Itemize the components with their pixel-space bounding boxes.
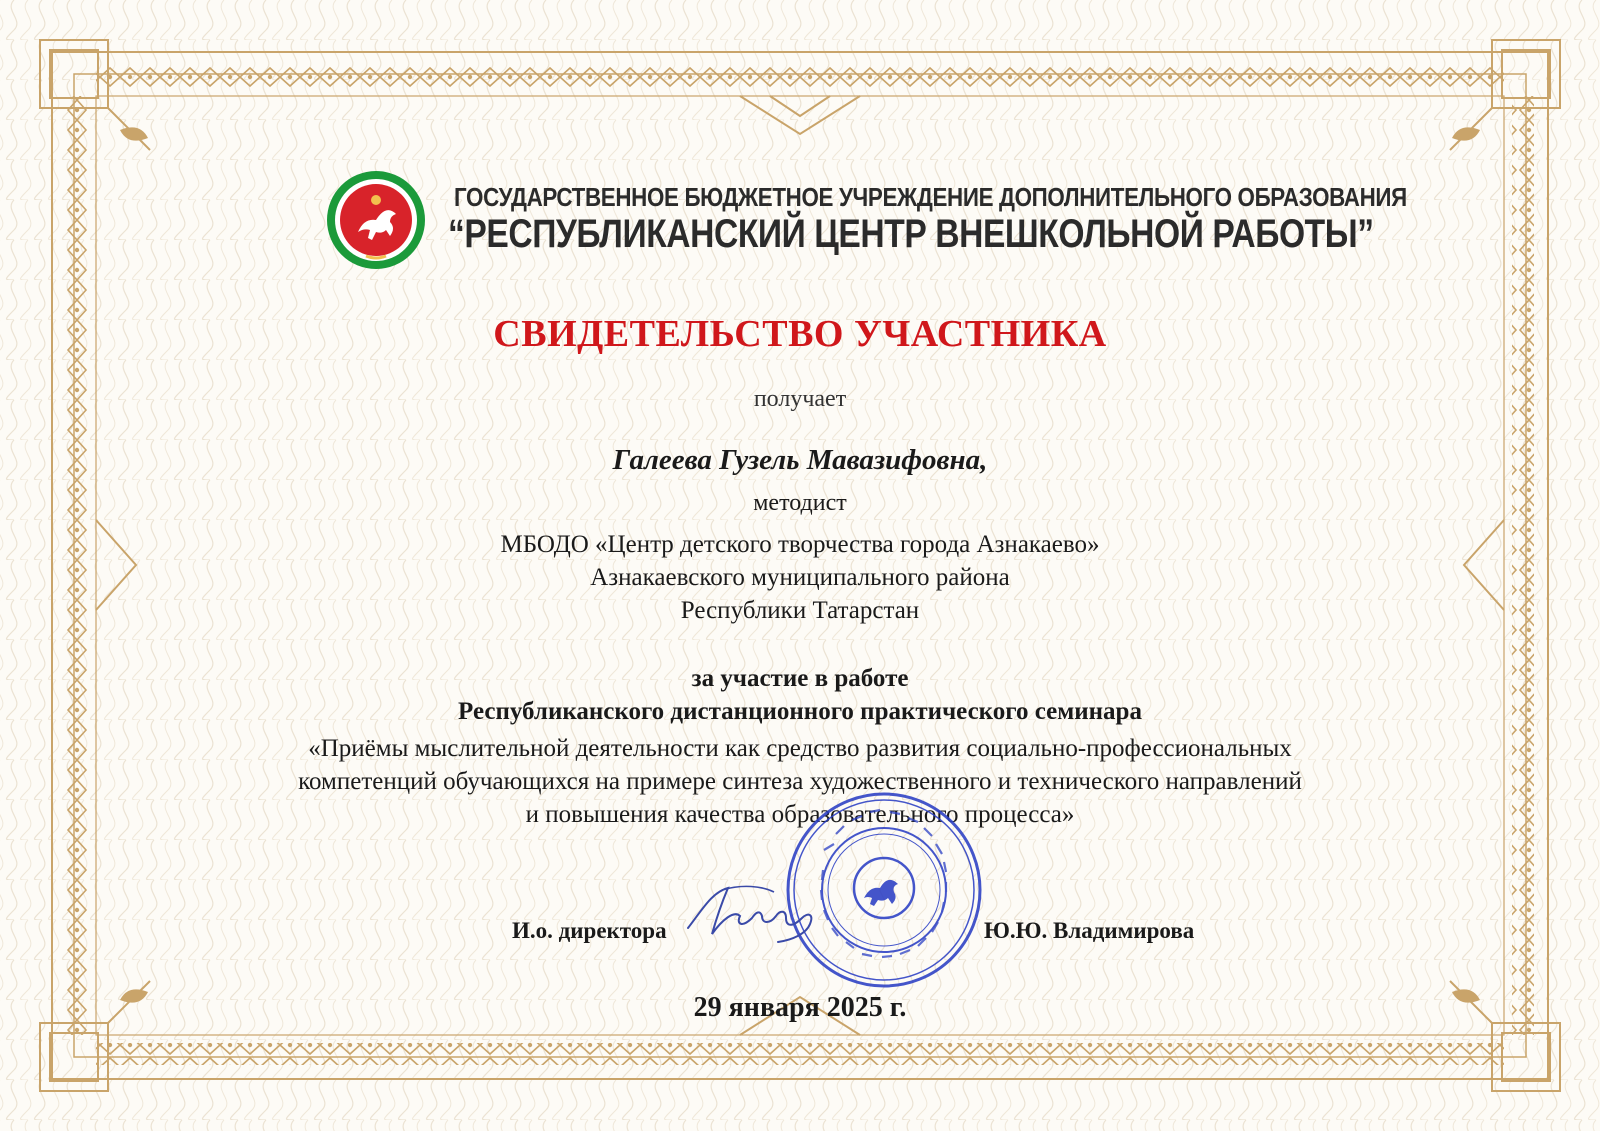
institution-header xyxy=(326,170,1407,270)
receives-label: получает xyxy=(753,386,847,412)
participation-statement xyxy=(0,662,1600,728)
recipient-position: методист xyxy=(753,490,847,516)
certificate-title: СВИДЕТЕЛЬСТВО УЧАСТНИКА xyxy=(493,313,1107,355)
organization-line: Азнакаевского муниципального района xyxy=(590,564,1010,591)
seminar-name: Республиканского дистанционного практического семинара xyxy=(458,698,1142,725)
recipient-organization xyxy=(0,528,1600,627)
participation-line: за участие в работе xyxy=(691,665,909,692)
signatory-title: И.о. директора xyxy=(512,918,667,943)
director-signature xyxy=(682,880,832,950)
topic-line: и повышения качества образовательного процесса» xyxy=(525,801,1075,828)
tatarstan-emblem-icon xyxy=(326,170,426,270)
organization-line: Республики Татарстан xyxy=(680,597,920,624)
organization-line: МБОДО «Центр детского творчества города Азнакаево» xyxy=(500,531,1100,558)
institution-name: “РЕСПУБЛИКАНСКИЙ ЦЕНТР ВНЕШКОЛЬНОЙ РАБОТЫ” xyxy=(448,212,1374,256)
signatory-name: Ю.Ю. Владимирова xyxy=(984,918,1195,943)
issue-date: 29 января 2025 г. xyxy=(693,992,907,1023)
recipient-name: Галеева Гузель Мавазифовна, xyxy=(612,444,988,476)
topic-line: «Приёмы мыслительной деятельности как средство развития социально-профессиональных xyxy=(308,735,1292,762)
institution-type: ГОСУДАРСТВЕННОЕ БЮДЖЕТНОЕ УЧРЕЖДЕНИЕ ДОПОЛНИТЕЛЬНОГО ОБРАЗОВАНИЯ xyxy=(454,182,1407,212)
topic-line: компетенций обучающихся на примере синтеза художественного и технического направлений xyxy=(298,768,1302,795)
